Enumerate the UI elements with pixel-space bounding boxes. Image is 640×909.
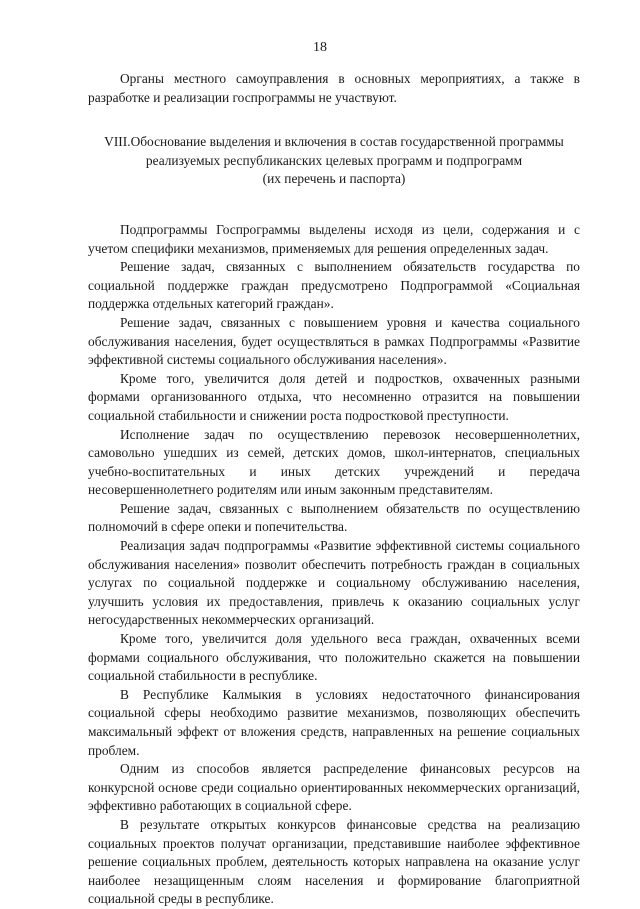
paragraph-social-support: Решение задач, связанных с выполнением обязательств государства по социальной поддержке граждан предусмотрено Подпрограммой «Социальная поддержка отдельных категорий граждан». — [88, 259, 580, 312]
paragraph-social-services: Решение задач, связанных с повышением уровня и качества социального обслуживания населения, будет осуществляться в рамках Подпрограммы «Развитие эффективной системы социального обслуживания населения». — [88, 314, 580, 368]
paragraph-kalmykia-funding: В Республике Калмыкия в условиях недостаточного финансирования социальной сферы необходимо развитие механизмов, позволяющих обеспечить максимальный эффект от вложения средств, направленных на решение социальных проблем. — [88, 686, 580, 758]
section-heading-line-1: VIII.Обоснование выделения и включения в состав государственной программы — [104, 134, 564, 150]
paragraph-competitive-distribution: Одним из способов является распределение финансовых ресурсов на конкурсной основе среди социально ориентированных некоммерческих организаций, эффективно работающих в социальной сфере. — [88, 761, 580, 814]
paragraph-children-recreation: Кроме того, увеличится доля детей и подростков, охваченных разными формами организованного отдыха, что несомненно отразится на повышении социальной стабильности и снижении роста подростковой преступности. — [88, 370, 580, 423]
section-heading — [88, 133, 580, 189]
paragraph-coverage-share: Кроме того, увеличится доля удельного веса граждан, охваченных всеми формами социального обслуживания, что положительно скажется на повышении социальной стабильности в республике. — [88, 631, 580, 684]
page-number: 18 — [313, 40, 327, 55]
document-body — [88, 70, 580, 909]
paragraph-guardianship: Решение задач, связанных с выполнением обязательств по осуществлению полномочий в сфере опеки и попечительства. — [88, 500, 580, 535]
paragraph-open-competitions: В результате открытых конкурсов финансовые средства на реализацию социальных проектов получат организации, представившие наиболее эффективное решение социальных проблем, деятельность которых направлена на оказание услуг наиболее незащищенным слоям населения и формирование благоприятной социальной среды в республике. — [88, 816, 580, 907]
paragraph-subprogram-implementation: Реализация задач подпрограммы «Развитие эффективной системы социального обслуживания населения» позволит обеспечить потребность граждан в социальных услугах по социальной поддержке и социальному обслуживанию населения, улучшить условия их предоставления, привлечь к оказанию социальных услуг негосударственных некоммерческих организаций. — [88, 538, 580, 628]
section-heading-line-2: реализуемых республиканских целевых программ и подпрограмм — [145, 152, 523, 168]
intro-paragraph: Органы местного самоуправления в основных мероприятиях, а также в разработке и реализации госпрограммы не участвуют. — [88, 71, 580, 105]
paragraph-subprograms: Подпрограммы Госпрограммы выделены исходя из цели, содержания и с учетом специфики механизмов, применяемых для решения определенных задач. — [88, 221, 580, 256]
paragraph-minors-transport: Исполнение задач по осуществлению перевозок несовершеннолетних, самовольно ушедших из семей, детских домов, школ-интернатов, специальных учебно-воспитательных и иных детских учреждений и передача несовершеннолетнего родителям или иным законным представителям. — [88, 426, 580, 498]
section-heading-line-3: (их перечень и паспорта) — [262, 171, 406, 187]
